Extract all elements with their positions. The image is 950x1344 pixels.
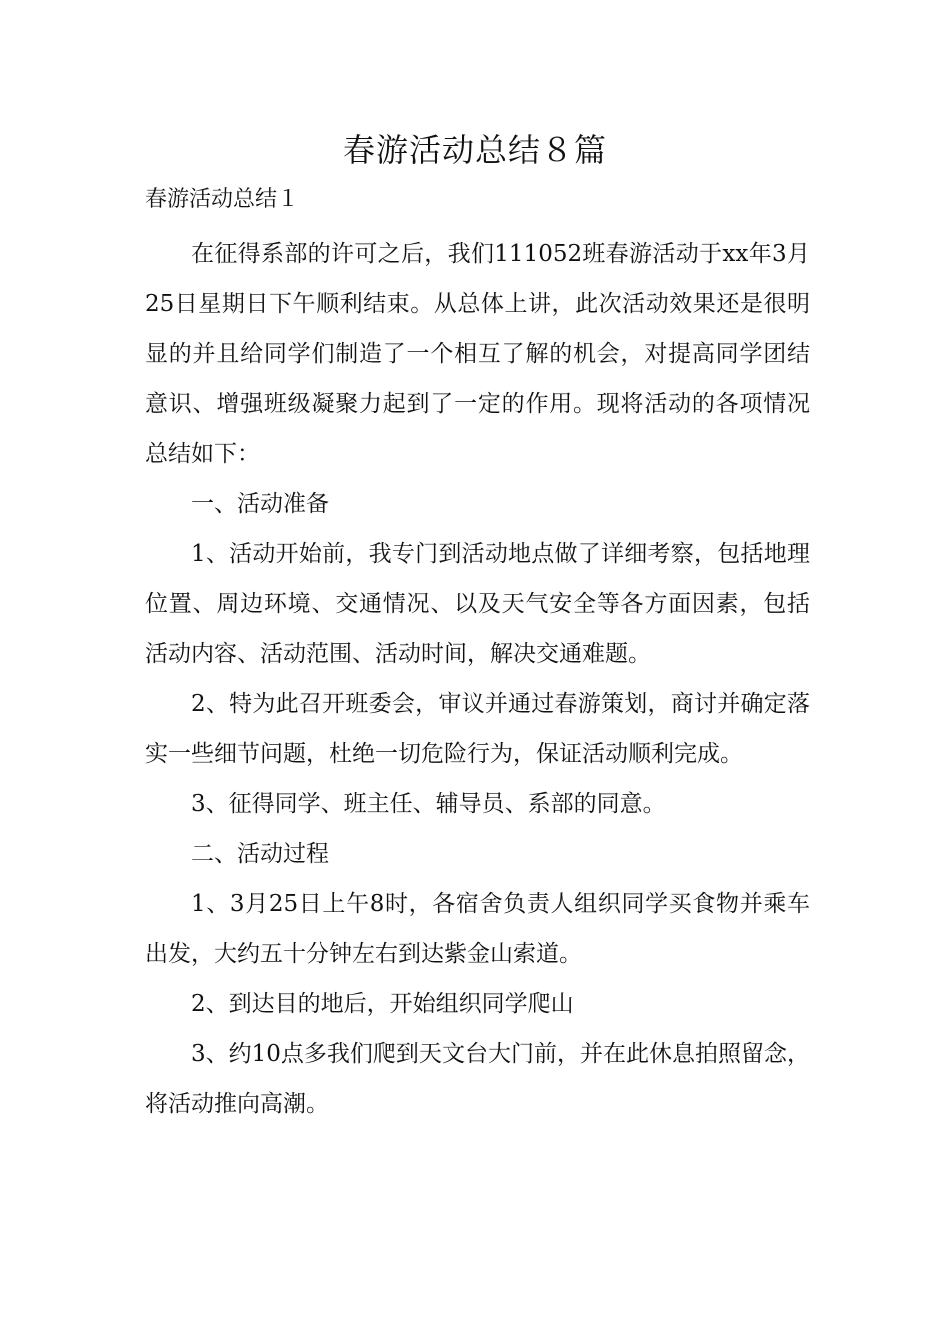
paragraph-preparation-2: 2、特为此召开班委会，审议并通过春游策划，商讨并确定落实一些细节问题，杜绝一切危险行为，保证活动顺利完成。 xyxy=(145,691,810,767)
paragraph-process-3: 3、约10点多我们爬到天文台大门前，并在此休息拍照留念，将活动推向高潮。 xyxy=(145,1041,810,1117)
document-title: 春游活动总结８篇 xyxy=(342,131,607,169)
paragraph-preparation-3: 3、征得同学、班主任、辅导员、系部的同意。 xyxy=(191,791,666,817)
paragraph-heading-process: 二、活动过程 xyxy=(191,841,329,867)
section-heading: 春游活动总结１ xyxy=(145,187,300,212)
paragraph-intro: 在征得系部的许可之后，我们111052班春游活动于xx年3月25日星期日下午顺利结束。从总体上讲，此次活动效果还是很明显的并且给同学们制造了一个相互了解的机会，对提高同学团结意识、增强班级凝聚力起到了一定的作用。现将活动的各项情况总结如下： xyxy=(145,241,810,467)
paragraph-process-2: 2、到达目的地后，开始组织同学爬山 xyxy=(191,991,574,1017)
paragraph-heading-preparation: 一、活动准备 xyxy=(191,491,329,517)
document-body xyxy=(145,229,810,1129)
paragraph-preparation-1: 1、活动开始前，我专门到活动地点做了详细考察，包括地理位置、周边环境、交通情况、以及天气安全等各方面因素，包括活动内容、活动范围、活动时间，解决交通难题。 xyxy=(145,541,810,667)
paragraph-process-1: 1、3月25日上午8时，各宿舍负责人组织同学买食物并乘车出发，大约五十分钟左右到达紫金山索道。 xyxy=(145,891,810,967)
